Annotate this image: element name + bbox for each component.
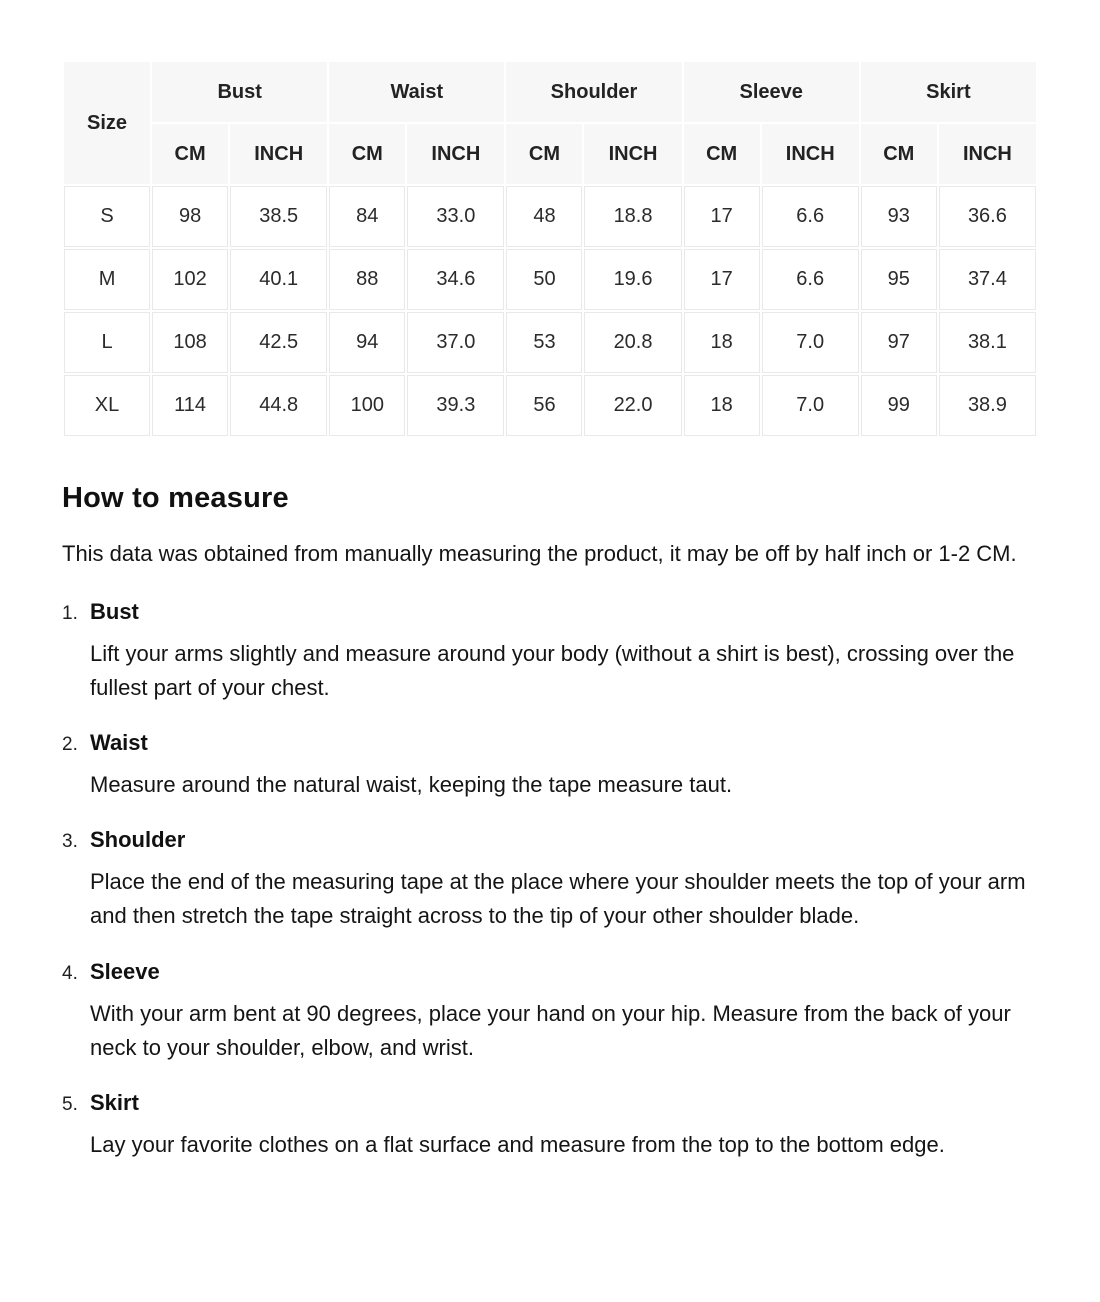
value-cell: 7.0 xyxy=(762,375,859,436)
value-cell: 18 xyxy=(684,375,760,436)
step-term: Waist xyxy=(90,730,148,756)
unit-header-cm: CM xyxy=(684,124,760,184)
step-number: 2. xyxy=(62,734,78,756)
value-cell: 50 xyxy=(506,249,582,310)
value-cell: 97 xyxy=(861,312,937,373)
value-cell: 40.1 xyxy=(230,249,327,310)
unit-header-cm: CM xyxy=(861,124,937,184)
value-cell: 53 xyxy=(506,312,582,373)
unit-header-inch: INCH xyxy=(230,124,327,184)
value-cell: 18 xyxy=(684,312,760,373)
unit-header-inch: INCH xyxy=(939,124,1036,184)
measure-step xyxy=(62,959,1038,1065)
value-cell: 48 xyxy=(506,186,582,247)
value-cell: 18.8 xyxy=(584,186,681,247)
table-row xyxy=(64,375,1036,436)
step-heading xyxy=(62,1090,1038,1116)
value-cell: 99 xyxy=(861,375,937,436)
value-cell: 84 xyxy=(329,186,405,247)
size-chart-table xyxy=(62,60,1038,438)
value-cell: 37.0 xyxy=(407,312,504,373)
column-header-skirt: Skirt xyxy=(861,62,1036,122)
unit-header-inch: INCH xyxy=(407,124,504,184)
table-row xyxy=(64,186,1036,247)
value-cell: 102 xyxy=(152,249,228,310)
value-cell: 22.0 xyxy=(584,375,681,436)
value-cell: 95 xyxy=(861,249,937,310)
value-cell: 38.9 xyxy=(939,375,1036,436)
value-cell: 17 xyxy=(684,186,760,247)
size-cell: S xyxy=(64,186,150,247)
unit-header-cm: CM xyxy=(152,124,228,184)
value-cell: 33.0 xyxy=(407,186,504,247)
step-term: Sleeve xyxy=(90,958,160,984)
measure-step xyxy=(62,730,1038,802)
measure-step xyxy=(62,1090,1038,1162)
measure-step xyxy=(62,827,1038,933)
step-description: Lay your favorite clothes on a flat surface and measure from the top to the bottom edge. xyxy=(90,1131,945,1157)
value-cell: 100 xyxy=(329,375,405,436)
value-cell: 34.6 xyxy=(407,249,504,310)
size-guide-section xyxy=(62,0,1038,1162)
size-cell: M xyxy=(64,249,150,310)
column-header-sleeve: Sleeve xyxy=(684,62,859,122)
step-term: Skirt xyxy=(90,1089,139,1115)
column-header-waist: Waist xyxy=(329,62,504,122)
unit-header-inch: INCH xyxy=(762,124,859,184)
value-cell: 94 xyxy=(329,312,405,373)
value-cell: 37.4 xyxy=(939,249,1036,310)
step-description: Lift your arms slightly and measure around your body (without a shirt is best), crossing over the fullest part of your chest. xyxy=(90,641,1015,701)
unit-header-inch: INCH xyxy=(584,124,681,184)
value-cell: 108 xyxy=(152,312,228,373)
step-heading xyxy=(62,599,1038,625)
value-cell: 7.0 xyxy=(762,312,859,373)
column-header-bust: Bust xyxy=(152,62,327,122)
step-number: 5. xyxy=(62,1093,78,1115)
size-cell: XL xyxy=(64,375,150,436)
value-cell: 88 xyxy=(329,249,405,310)
value-cell: 38.1 xyxy=(939,312,1036,373)
column-header-shoulder: Shoulder xyxy=(506,62,681,122)
step-number: 3. xyxy=(62,831,78,853)
step-description: Place the end of the measuring tape at the place where your shoulder meets the top of your arm and then stretch the tape straight across to the tip of your other shoulder blade. xyxy=(90,869,1026,929)
step-term: Bust xyxy=(90,599,139,625)
unit-header-cm: CM xyxy=(329,124,405,184)
value-cell: 39.3 xyxy=(407,375,504,436)
unit-header-cm: CM xyxy=(506,124,582,184)
value-cell: 114 xyxy=(152,375,228,436)
value-cell: 19.6 xyxy=(584,249,681,310)
value-cell: 56 xyxy=(506,375,582,436)
unit-header-row xyxy=(64,124,1036,184)
step-number: 4. xyxy=(62,962,78,984)
step-description: Measure around the natural waist, keeping the tape measure taut. xyxy=(90,772,733,798)
step-heading xyxy=(62,730,1038,756)
table-row xyxy=(64,312,1036,373)
step-heading xyxy=(62,959,1038,985)
measure-step xyxy=(62,599,1038,705)
value-cell: 44.8 xyxy=(230,375,327,436)
measure-steps-list xyxy=(62,599,1038,1162)
table-row xyxy=(64,249,1036,310)
value-cell: 36.6 xyxy=(939,186,1036,247)
measure-disclaimer: This data was obtained from manually measuring the product, it may be off by half inch or 1-2 CM. xyxy=(62,541,1017,566)
step-description: With your arm bent at 90 degrees, place your hand on your hip. Measure from the back of your neck to your shoulder, elbow, and wrist. xyxy=(90,1000,1011,1060)
value-cell: 17 xyxy=(684,249,760,310)
value-cell: 38.5 xyxy=(230,186,327,247)
value-cell: 6.6 xyxy=(762,186,859,247)
size-cell: L xyxy=(64,312,150,373)
value-cell: 98 xyxy=(152,186,228,247)
size-chart-body xyxy=(64,186,1036,436)
step-number: 1. xyxy=(62,603,78,625)
group-header-row xyxy=(64,62,1036,122)
step-heading xyxy=(62,827,1038,853)
how-to-measure-title: How to measure xyxy=(62,482,289,514)
value-cell: 42.5 xyxy=(230,312,327,373)
value-cell: 93 xyxy=(861,186,937,247)
step-term: Shoulder xyxy=(90,827,186,853)
size-column-header: Size xyxy=(64,62,150,184)
value-cell: 20.8 xyxy=(584,312,681,373)
value-cell: 6.6 xyxy=(762,249,859,310)
